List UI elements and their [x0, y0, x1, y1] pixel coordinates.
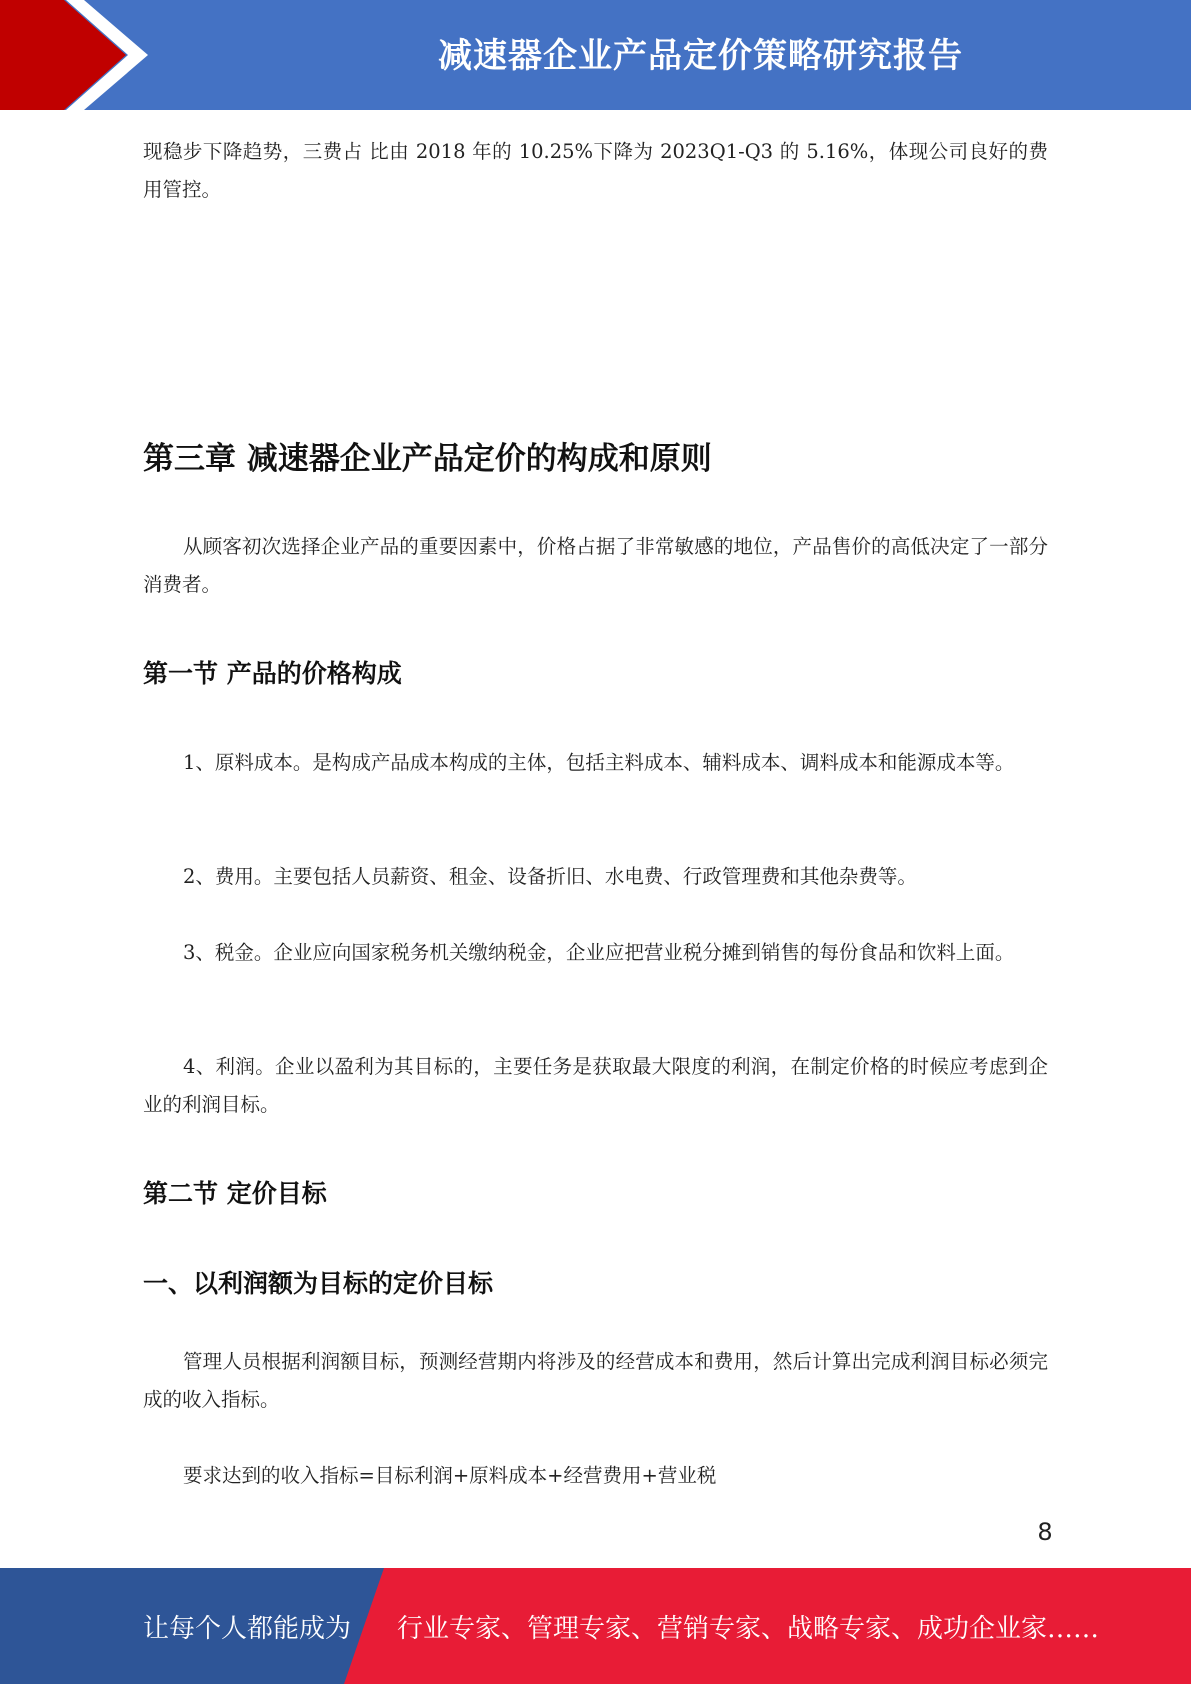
intro-paragraph: 现稳步下降趋势，三费占 比由 2018 年的 10.25%下降为 2023Q1-Q3 的 5.16%，体现公司良好的费用管控。	[143, 140, 1048, 201]
list-item: 1、原料成本。是构成产品成本构成的主体，包括主料成本、辅料成本、调料成本和能源成本等。	[183, 751, 1015, 774]
section-title-pricing-goals: 第二节 定价目标	[143, 1179, 327, 1208]
footer-slogan-right: 行业专家、管理专家、营销专家、战略专家、成功企业家……	[397, 1613, 1100, 1644]
header-title: 减速器企业产品定价策略研究报告	[438, 35, 963, 76]
subsection-paragraph: 管理人员根据利润额目标，预测经营期内将涉及的经营成本和费用，然后计算出完成利润目标必须完成的收入指标。	[143, 1350, 1048, 1411]
chapter-paragraph: 从顾客初次选择企业产品的重要因素中，价格占据了非常敏感的地位，产品售价的高低决定了一部分消费者。	[143, 535, 1048, 596]
formula-text: 要求达到的收入指标=目标利润+原料成本+经营费用+营业税	[183, 1464, 717, 1487]
section-title-price-composition: 第一节 产品的价格构成	[143, 659, 402, 688]
page-footer	[0, 1568, 1191, 1684]
list-item: 3、税金。企业应向国家税务机关缴纳税金，企业应把营业税分摊到销售的每份食品和饮料上面。	[183, 941, 1015, 964]
footer-slogan-left: 让每个人都能成为	[143, 1613, 352, 1644]
page-header	[0, 0, 1191, 110]
subsection-title-profit-target: 一、以利润额为目标的定价目标	[143, 1269, 494, 1298]
list-item: 2、费用。主要包括人员薪资、租金、设备折旧、水电费、行政管理费和其他杂费等。	[183, 865, 917, 888]
chapter-title: 第三章 减速器企业产品定价的构成和原则	[143, 441, 712, 477]
list-item: 4、利润。企业以盈利为其目标的，主要任务是获取最大限度的利润，在制定价格的时候应考虑到企业的利润目标。	[143, 1055, 1048, 1116]
page-number: 8	[1037, 1518, 1053, 1546]
